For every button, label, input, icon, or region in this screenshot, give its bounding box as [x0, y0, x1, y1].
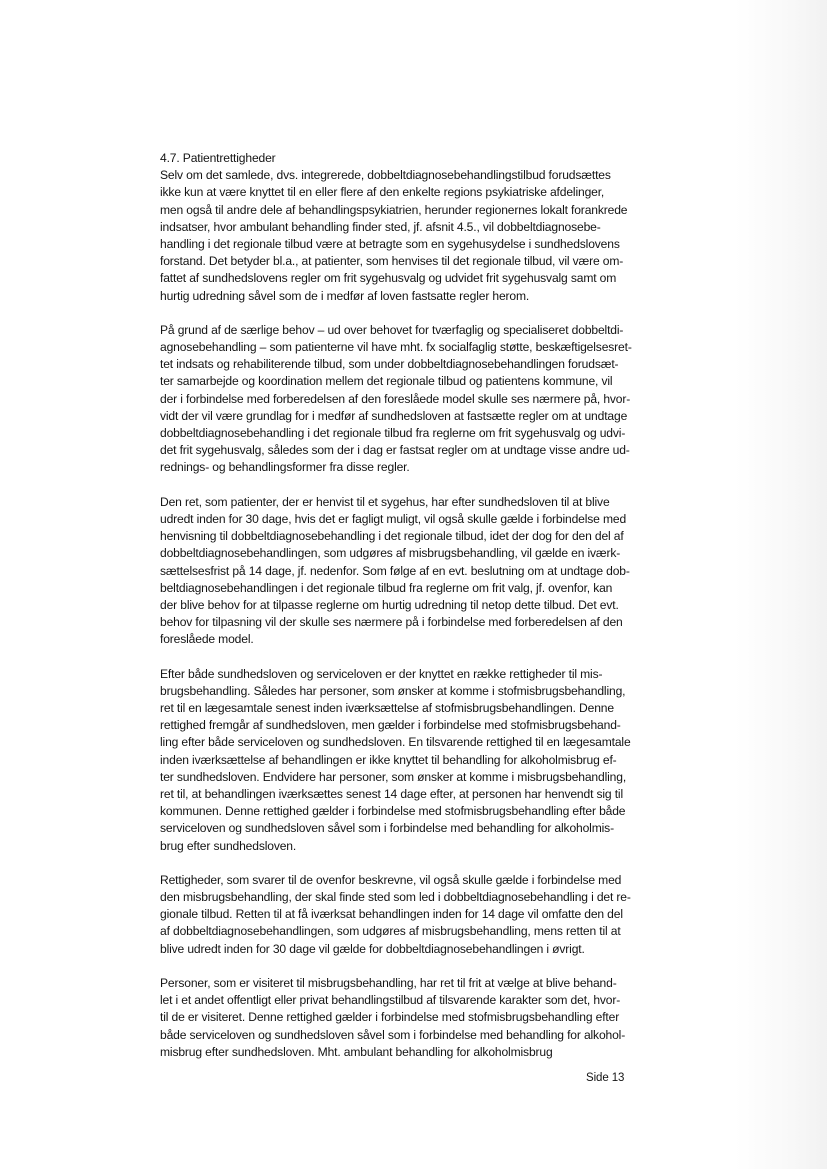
page-number: Side 13 — [586, 1072, 625, 1084]
text-line: rednings- og behandlingsformer fra disse regler. — [160, 460, 410, 475]
text-line: ret til, at behandlingen iværksættes senest 14 dage efter, at personen har henvendt sig til — [160, 786, 624, 801]
text-line: både serviceloven og sundhedsloven såvel som i forbindelse med behandling for alkohol- — [160, 1027, 626, 1042]
text-line: indsatser, hvor ambulant behandling finder sted, jf. afsnit 4.5., vil dobbeltdiagnosebe- — [160, 219, 601, 234]
paragraph-5 — [160, 872, 652, 958]
paragraph-gap — [160, 477, 652, 494]
text-line: brugsbehandling. Således har personer, som ønsker at komme i stofmisbrugsbehandling, — [160, 683, 626, 698]
text-line: inden iværksættelse af behandlingen er ikke knyttet til behandling for alkoholmisbrug ef- — [160, 752, 617, 767]
scan-edge-shadow — [735, 0, 827, 1169]
text-line: let i et andet offentligt eller privat behandlingstilbud af tilsvarende karakter som det, hvor- — [160, 993, 621, 1008]
text-line: forstand. Det betyder bl.a., at patienter, som henvises til det regionale tilbud, vil være om- — [160, 254, 624, 269]
text-line: ter samarbejde og koordination mellem det regionale tilbud og patientens kommune, vil — [160, 374, 613, 389]
text-line: rettighed fremgår af sundhedsloven, men gælder i forbindelse med stofmisbrugsbehand- — [160, 718, 621, 733]
paragraph-gap — [160, 305, 652, 322]
text-line: henvisning til dobbeltdiagnosebehandling i det regionale tilbud, idet der dog for den del af — [160, 529, 624, 544]
text-line: sættelsesfrist på 14 dage, jf. nedenfor. Som følge af en evt. beslutning om at undtage dob- — [160, 563, 630, 578]
text-line: Personer, som er visiteret til misbrugsbehandling, har ret til frit at vælge at blive behand- — [160, 976, 617, 990]
paragraph-gap — [160, 648, 652, 665]
paragraph-3 — [160, 494, 652, 649]
text-line: blive udredt inden for 30 dage vil gælde for dobbeltdiagnosebehandlingen i øvrigt. — [160, 941, 585, 956]
text-line: Rettigheder, som svarer til de ovenfor beskrevne, vil også skulle gælde i forbindelse med — [160, 872, 622, 887]
text-line: På grund af de særlige behov – ud over behovet for tværfaglig og specialiseret dobbeltdi- — [160, 322, 624, 337]
text-line: ter sundhedsloven. Endvidere har personer, som ønsker at komme i misbrugsbehandling, — [160, 769, 627, 784]
text-line: brug efter sundhedsloven. — [160, 838, 297, 853]
text-line: hurtig udredning såvel som de i medfør af loven fastsatte regler herom. — [160, 288, 530, 303]
text-line: udredt inden for 30 dage, hvis det er fagligt muligt, vil også skulle gælde i forbindelse med — [160, 511, 627, 526]
text-line: agnosebehandling – som patienterne vil have mht. fx socialfaglig støtte, beskæftigelsesret- — [160, 340, 632, 355]
text-line: beltdiagnosebehandlingen i det regionale tilbud fra reglerne om frit valg, jf. ovenfor, kan — [160, 580, 613, 595]
paragraph-gap — [160, 855, 652, 872]
text-line: dobbeltdiagnosebehandling i det regionale tilbud fra reglerne om frit sygehusvalg og udvi- — [160, 426, 626, 440]
text-line: vidt der vil være grundlag for i medfør af sundhedsloven at fastsætte regler om at undtage — [160, 408, 628, 423]
paragraph-4 — [160, 666, 652, 855]
text-line: ling efter både serviceloven og sundhedsloven. En tilsvarende rettighed til en lægesamtale — [160, 735, 631, 750]
text-line: serviceloven og sundhedsloven såvel som i forbindelse med behandling for alkoholmis- — [160, 821, 614, 836]
text-line: der blive behov for at tilpasse reglerne om hurtig udredning til netop dette tilbud. Det evt. — [160, 597, 619, 612]
text-line: misbrug efter sundhedsloven. Mht. ambulant behandling for alkoholmisbrug — [160, 1044, 553, 1059]
text-line: til de er visiteret. Denne rettighed gælder i forbindelse med stofmisbrugsbehandling efter — [160, 1010, 620, 1025]
text-line: dobbeltdiagnosebehandlingen, som udgøres af misbrugsbehandling, vil gælde en iværk- — [160, 546, 621, 561]
text-line: kommunen. Denne rettighed gælder i forbindelse med stofmisbrugsbehandling efter både — [160, 804, 626, 819]
paragraph-gap — [160, 958, 652, 975]
text-line: ret til en lægesamtale senest inden iværksættelse af stofmisbrugsbehandlingen. Denne — [160, 701, 614, 715]
text-line: der i forbindelse med forberedelsen af den foreslåede model skulle ses nærmere på, hvor- — [160, 391, 631, 406]
text-line: den misbrugsbehandling, der skal finde sted som led i dobbeltdiagnosebehandling i det re- — [160, 890, 631, 905]
paragraph-6 — [160, 975, 652, 1061]
body-text — [160, 150, 652, 1061]
text-line: handling i det regionale tilbud være at betragte som en sygehusydelse i sundhedslovens — [160, 236, 620, 251]
text-line: ikke kun at være knyttet til en eller flere af den enkelte regions psykiatriske afdelinger, — [160, 185, 605, 200]
text-line: Efter både sundhedsloven og serviceloven er der knyttet en række rettigheder til mis- — [160, 666, 603, 681]
text-line: foreslåede model. — [160, 632, 254, 647]
text-line: fattet af sundhedslovens regler om frit sygehusvalg og udvidet frit sygehusvalg samt om — [160, 271, 617, 286]
text-line: tet indsats og rehabiliterende tilbud, som under dobbeltdiagnosebehandlingen forudsæt- — [160, 357, 619, 372]
section-heading: 4.7. Patientrettigheder — [160, 151, 276, 165]
text-line: behov for tilpasning vil der skulle ses nærmere på i forbindelse med forberedelsen af den — [160, 615, 623, 630]
text-line: af dobbeltdiagnosebehandlingen, som udgøres af misbrugsbehandling, mens retten til at — [160, 924, 621, 939]
text-line: det frit sygehusvalg, således som der i dag er fastsat regler om at undtage visse andre ud- — [160, 443, 630, 458]
text-line: gionale tilbud. Retten til at få iværksat behandlingen inden for 14 dage vil omfatte den del — [160, 907, 623, 922]
text-line: men også til andre dele af behandlingspsykiatrien, herunder regionernes lokalt forankrede — [160, 202, 628, 217]
paragraph-1 — [160, 167, 652, 305]
text-line: Selv om det samlede, dvs. integrerede, dobbeltdiagnosebehandlingstilbud forudsættes — [160, 168, 611, 183]
text-line: Den ret, som patienter, der er henvist til et sygehus, har efter sundhedsloven til at blive — [160, 494, 610, 509]
paragraph-2 — [160, 322, 652, 477]
